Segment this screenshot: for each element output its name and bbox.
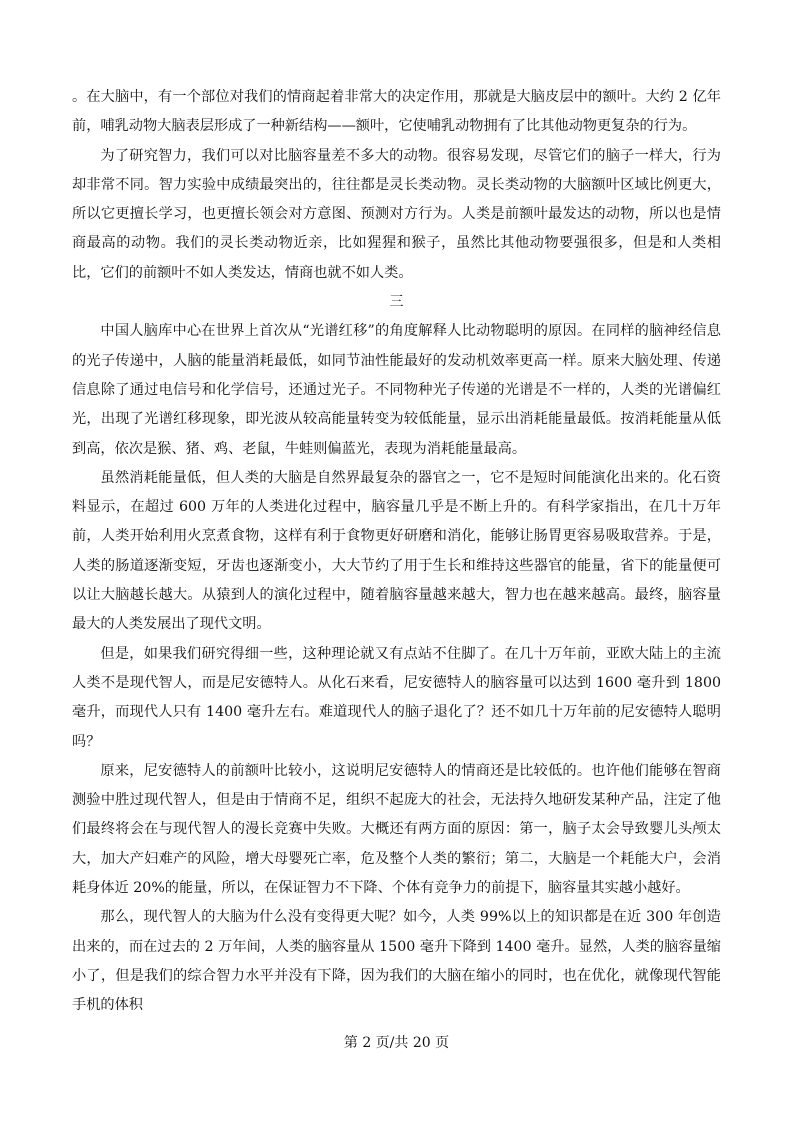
paragraph: 但是，如果我们研究得细一些，这种理论就又有点站不住脚了。在几十万年前，亚欧大陆上的主流人类不是现代智人，而是尼安德特人。从化石来看，尼安德特人的脑容量可以达到 1600 毫升到 1800 毫升，而现代人只有 1400 毫升左右。难道现代人的脑子退化了？还不如几十万年前的尼安德特人聪明吗？ — [72, 645, 721, 750]
paragraph: 中国人脑库中心在世界上首次从“光谱红移”的角度解释人比动物聪明的原因。在同样的脑神经信息的光子传递中，人脑的能量消耗最低，如同节油性能最好的发动机效率更高一样。原来大脑处理、传递信息除了通过电信号和化学信号，还通过光子。不同物种光子传递的光谱是不一样的，人类的光谱偏红光，出现了光谱红移现象，即光波从较高能量转变为较低能量，显示出消耗能量最低。按消耗能量从低到高，依次是猴、猪、鸡、老鼠，牛蛙则偏蓝光，表现为消耗能量最高。 — [72, 323, 721, 457]
section-heading: 三 — [389, 294, 404, 311]
paragraph: 虽然消耗能量低，但人类的大脑是自然界最复杂的器官之一，它不是短时间能演化出来的。化石资料显示，在超过 600 万年的人类进化过程中，脑容量几乎是不断上升的。有科学家指出，在几十万年前，人类开始利用火烹煮食物，这样有利于食物更好研磨和消化，能够让肠胃更容易吸取营养。于是，人类的肠道逐渐变短，牙齿也逐渐变小，大大节约了用于生长和维持这些器官的能量，省下的能量便可以让大脑越长越大。从猿到人的演化过程中，随着脑容量越来越大，智力也在越来越高。最终，脑容量最大的人类发展出了现代文明。 — [72, 469, 721, 633]
paragraph: 为了研究智力，我们可以对比脑容量差不多大的动物。很容易发现，尽管它们的脑子一样大，行为却非常不同。智力实验中成绩最突出的，往往都是灵长类动物。灵长类动物的大脑额叶区域比例更大，所以它更擅长学习，也更擅长领会对方意图、预测对方行为。人类是前额叶最发达的动物，所以也是情商最高的动物。我们的灵长类动物近亲，比如猩猩和猴子，虽然比其他动物要强很多，但是和人类相比，它们的前额叶不如人类发达，情商也就不如人类。 — [72, 147, 721, 281]
paragraph: 那么，现代智人的大脑为什么没有变得更大呢？如今，人类 99%以上的知识都是在近 300 年创造出来的，而在过去的 2 万年间，人类的脑容量从 1500 毫升下降到 1400 毫升。显然，人类的脑容量缩小了，但是我们的综合智力水平并没有下降，因为我们的大脑在缩小的同时，也在优化，就像现代智能手机的体积 — [72, 909, 721, 1014]
paragraph: 。在大脑中，有一个部位对我们的情商起着非常大的决定作用，那就是大脑皮层中的额叶。大约 2 亿年前，哺乳动物大脑表层形成了一种新结构——额叶，它使哺乳动物拥有了比其他动物更复杂的行为。 — [72, 89, 721, 135]
paragraph: 原来，尼安德特人的前额叶比较小，这说明尼安德特人的情商还是比较低的。也许他们能够在智商测验中胜过现代智人，但是由于情商不足，组织不起庞大的社会，无法持久地研发某种产品，注定了他们最终将会在与现代智人的漫长竞赛中失败。大概还有两方面的原因：第一，脑子太会导致婴儿头颅太大，加大产妇难产的风险，增大母婴死亡率，危及整个人类的繁衍；第二，大脑是一个耗能大户，会消耗身体近 20%的能量，所以，在保证智力不下降、个体有竞争力的前提下，脑容量其实越小越好。 — [72, 762, 721, 897]
page-footer: 第 2 页/共 20 页 — [343, 1035, 450, 1051]
